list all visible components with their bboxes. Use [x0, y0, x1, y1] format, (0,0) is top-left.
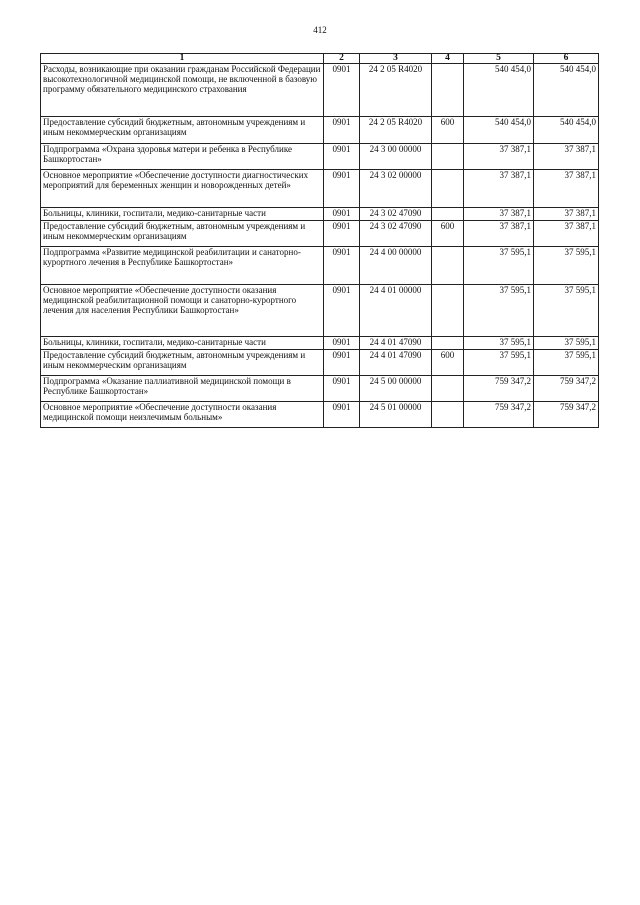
- row-amount-2: 37 595,1: [534, 337, 599, 350]
- row-amount-2: 37 595,1: [534, 285, 599, 337]
- row-name: Больницы, клиники, госпитали, медико-санитарные части: [41, 208, 324, 221]
- table-row: [41, 337, 599, 350]
- row-name: Основное мероприятие «Обеспечение доступности оказания медицинской реабилитационной помощи и санаторно-курортного лечения для населения Республики Башкортостан»: [41, 285, 324, 337]
- row-section: 0901: [324, 117, 360, 144]
- row-expense-type: [432, 144, 464, 170]
- row-expense-type: [432, 208, 464, 221]
- row-expense-type: 600: [432, 350, 464, 376]
- row-amount-2: 759 347,2: [534, 402, 599, 428]
- row-target-code: 24 4 00 00000: [360, 247, 432, 285]
- row-name: Подпрограмма «Оказание паллиативной медицинской помощи в Республике Башкортостан»: [41, 376, 324, 402]
- row-amount-1: 759 347,2: [464, 376, 534, 402]
- row-name: Подпрограмма «Охрана здоровья матери и ребенка в Республике Башкортостан»: [41, 144, 324, 170]
- table-row: [41, 208, 599, 221]
- row-amount-1: 540 454,0: [464, 117, 534, 144]
- row-amount-2: 37 387,1: [534, 144, 599, 170]
- table-row: [41, 221, 599, 247]
- row-expense-type: [432, 337, 464, 350]
- row-section: 0901: [324, 221, 360, 247]
- row-section: 0901: [324, 376, 360, 402]
- column-header: 3: [360, 54, 432, 64]
- row-amount-1: 37 595,1: [464, 337, 534, 350]
- row-target-code: 24 5 01 00000: [360, 402, 432, 428]
- row-name: Основное мероприятие «Обеспечение доступности оказания медицинской помощи неизлечимым больным»: [41, 402, 324, 428]
- row-target-code: 24 2 05 R4020: [360, 64, 432, 117]
- row-expense-type: [432, 285, 464, 337]
- table-row: [41, 170, 599, 208]
- row-name: Расходы, возникающие при оказании гражданам Российской Федерации высокотехнологичной медицинской помощи, не включенной в базовую программу обязательного медицинского страхования: [41, 64, 324, 117]
- row-name: Предоставление субсидий бюджетным, автономным учреждениям и иным некоммерческим организациям: [41, 350, 324, 376]
- row-target-code: 24 3 02 47090: [360, 208, 432, 221]
- row-section: 0901: [324, 170, 360, 208]
- table-row: [41, 117, 599, 144]
- column-header: 6: [534, 54, 599, 64]
- row-expense-type: [432, 64, 464, 117]
- row-expense-type: 600: [432, 117, 464, 144]
- row-section: 0901: [324, 144, 360, 170]
- column-header: 5: [464, 54, 534, 64]
- row-section: 0901: [324, 350, 360, 376]
- row-amount-2: 37 387,1: [534, 221, 599, 247]
- table-row: [41, 64, 599, 117]
- row-amount-1: 37 595,1: [464, 350, 534, 376]
- row-name: Больницы, клиники, госпитали, медико-санитарные части: [41, 337, 324, 350]
- row-amount-1: 37 387,1: [464, 144, 534, 170]
- table-row: [41, 285, 599, 337]
- row-amount-1: 37 387,1: [464, 208, 534, 221]
- row-name: Предоставление субсидий бюджетным, автономным учреждениям и иным некоммерческим организациям: [41, 117, 324, 144]
- row-target-code: 24 3 00 00000: [360, 144, 432, 170]
- page-number: 412: [313, 25, 327, 35]
- row-expense-type: [432, 402, 464, 428]
- row-name: Основное мероприятие «Обеспечение доступности диагностических мероприятий для беременных женщин и новорожденных детей»: [41, 170, 324, 208]
- row-amount-2: 759 347,2: [534, 376, 599, 402]
- column-header: 1: [41, 54, 324, 64]
- row-expense-type: [432, 376, 464, 402]
- row-amount-1: 37 595,1: [464, 285, 534, 337]
- column-header: 4: [432, 54, 464, 64]
- table-row: [41, 144, 599, 170]
- table-header-row: [41, 54, 599, 64]
- row-section: 0901: [324, 208, 360, 221]
- row-target-code: 24 4 01 47090: [360, 350, 432, 376]
- column-header: 2: [324, 54, 360, 64]
- table-row: [41, 247, 599, 285]
- row-target-code: 24 4 01 00000: [360, 285, 432, 337]
- row-amount-2: 37 595,1: [534, 350, 599, 376]
- table-row: [41, 376, 599, 402]
- budget-table: [40, 53, 599, 428]
- row-amount-2: 540 454,0: [534, 117, 599, 144]
- row-target-code: 24 4 01 47090: [360, 337, 432, 350]
- row-amount-2: 540 454,0: [534, 64, 599, 117]
- row-name: Подпрограмма «Развитие медицинской реабилитации и санаторно-курортного лечения в Республике Башкортостан»: [41, 247, 324, 285]
- row-target-code: 24 3 02 00000: [360, 170, 432, 208]
- table-row: [41, 402, 599, 428]
- row-amount-2: 37 387,1: [534, 208, 599, 221]
- row-amount-1: 759 347,2: [464, 402, 534, 428]
- row-expense-type: 600: [432, 221, 464, 247]
- row-amount-1: 37 595,1: [464, 247, 534, 285]
- row-target-code: 24 2 05 R4020: [360, 117, 432, 144]
- table-row: [41, 350, 599, 376]
- row-amount-2: 37 387,1: [534, 170, 599, 208]
- row-target-code: 24 3 02 47090: [360, 221, 432, 247]
- row-target-code: 24 5 00 00000: [360, 376, 432, 402]
- row-expense-type: [432, 247, 464, 285]
- row-section: 0901: [324, 285, 360, 337]
- row-amount-1: 37 387,1: [464, 170, 534, 208]
- row-section: 0901: [324, 64, 360, 117]
- row-section: 0901: [324, 337, 360, 350]
- row-amount-1: 540 454,0: [464, 64, 534, 117]
- row-name: Предоставление субсидий бюджетным, автономным учреждениям и иным некоммерческим организациям: [41, 221, 324, 247]
- row-expense-type: [432, 170, 464, 208]
- row-amount-1: 37 387,1: [464, 221, 534, 247]
- row-amount-2: 37 595,1: [534, 247, 599, 285]
- row-section: 0901: [324, 402, 360, 428]
- row-section: 0901: [324, 247, 360, 285]
